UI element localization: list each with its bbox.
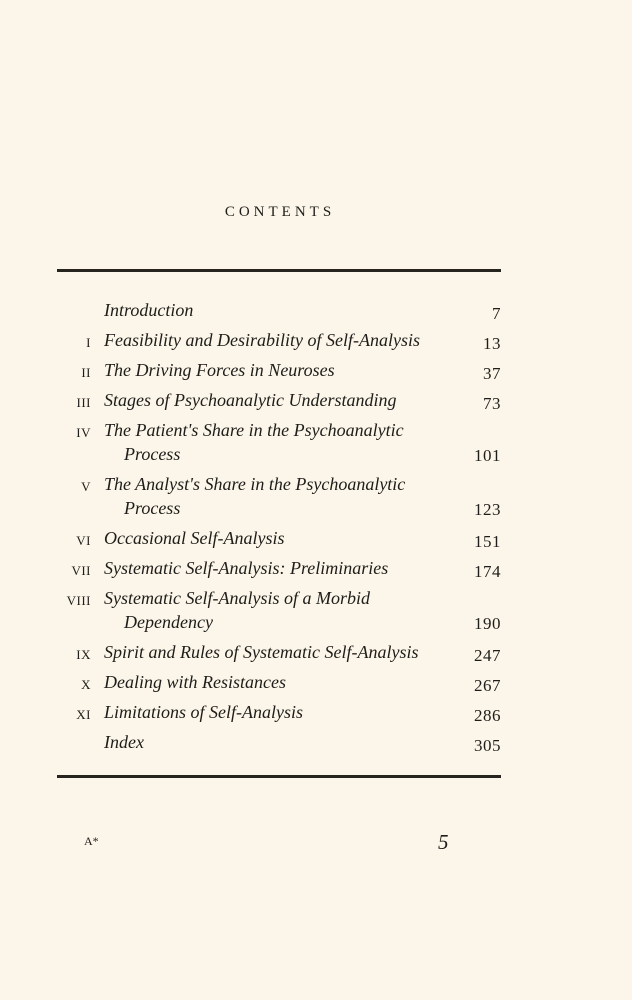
chapter-title: Systematic Self-Analysis of a Morbid xyxy=(104,588,370,608)
toc-entry xyxy=(0,388,632,418)
signature-mark: A* xyxy=(84,834,99,848)
page-number: 5 xyxy=(438,830,449,854)
toc-entry xyxy=(0,298,632,328)
chapter-title: Limitations of Self-Analysis xyxy=(104,702,304,722)
toc-entry xyxy=(0,358,632,388)
page-title: CONTENTS xyxy=(224,204,336,220)
chapter-page-number: 151 xyxy=(474,532,501,551)
chapter-numeral: XI xyxy=(76,707,91,722)
toc-entry xyxy=(0,418,632,472)
toc-entry xyxy=(0,700,632,730)
chapter-page-number: 247 xyxy=(474,646,501,665)
chapter-page-number: 267 xyxy=(474,676,501,695)
chapter-numeral: IV xyxy=(76,425,91,440)
chapter-numeral: VI xyxy=(76,533,91,548)
chapter-numeral: III xyxy=(76,395,91,410)
chapter-title-continued: Process xyxy=(124,444,181,464)
chapter-title: The Analyst's Share in the Psychoanalytic xyxy=(104,474,406,494)
chapter-title: The Driving Forces in Neuroses xyxy=(104,360,335,380)
toc-entry xyxy=(0,526,632,556)
chapter-page-number: 7 xyxy=(492,304,501,323)
chapter-page-number: 286 xyxy=(474,706,501,725)
chapter-numeral: X xyxy=(81,677,91,692)
chapter-numeral: I xyxy=(86,335,91,350)
chapter-title-continued: Process xyxy=(124,498,181,518)
chapter-numeral: IX xyxy=(76,647,91,662)
chapter-title: Systematic Self-Analysis: Preliminaries xyxy=(104,558,389,578)
chapter-page-number: 190 xyxy=(474,614,501,633)
chapter-title: Spirit and Rules of Systematic Self-Analysis xyxy=(104,642,419,662)
toc-entry xyxy=(0,670,632,700)
chapter-title: Occasional Self-Analysis xyxy=(104,528,285,548)
chapter-page-number: 101 xyxy=(474,446,501,465)
chapter-title: Feasibility and Desirability of Self-Analysis xyxy=(104,330,420,350)
toc-entry xyxy=(0,556,632,586)
chapter-title: Dealing with Resistances xyxy=(104,672,286,692)
bottom-rule xyxy=(57,775,501,778)
toc-entry xyxy=(0,586,632,640)
toc-entry xyxy=(0,328,632,358)
chapter-title: The Patient's Share in the Psychoanalytic xyxy=(104,420,404,440)
chapter-numeral: VIII xyxy=(66,593,91,608)
chapter-page-number: 123 xyxy=(474,500,501,519)
chapter-title-continued: Dependency xyxy=(124,612,213,632)
chapter-numeral: VII xyxy=(71,563,91,578)
chapter-page-number: 13 xyxy=(483,334,501,353)
top-rule xyxy=(57,269,501,272)
chapter-title: Index xyxy=(104,732,144,752)
chapter-title: Stages of Psychoanalytic Understanding xyxy=(104,390,397,410)
chapter-numeral: II xyxy=(81,365,91,380)
chapter-page-number: 73 xyxy=(483,394,501,413)
toc-entry xyxy=(0,640,632,670)
chapter-title: Introduction xyxy=(104,300,194,320)
chapter-page-number: 174 xyxy=(474,562,501,581)
chapter-numeral: V xyxy=(81,479,91,494)
chapter-page-number: 37 xyxy=(483,364,501,383)
toc-entry xyxy=(0,472,632,526)
chapter-page-number: 305 xyxy=(474,736,501,755)
toc-entry xyxy=(0,730,632,760)
